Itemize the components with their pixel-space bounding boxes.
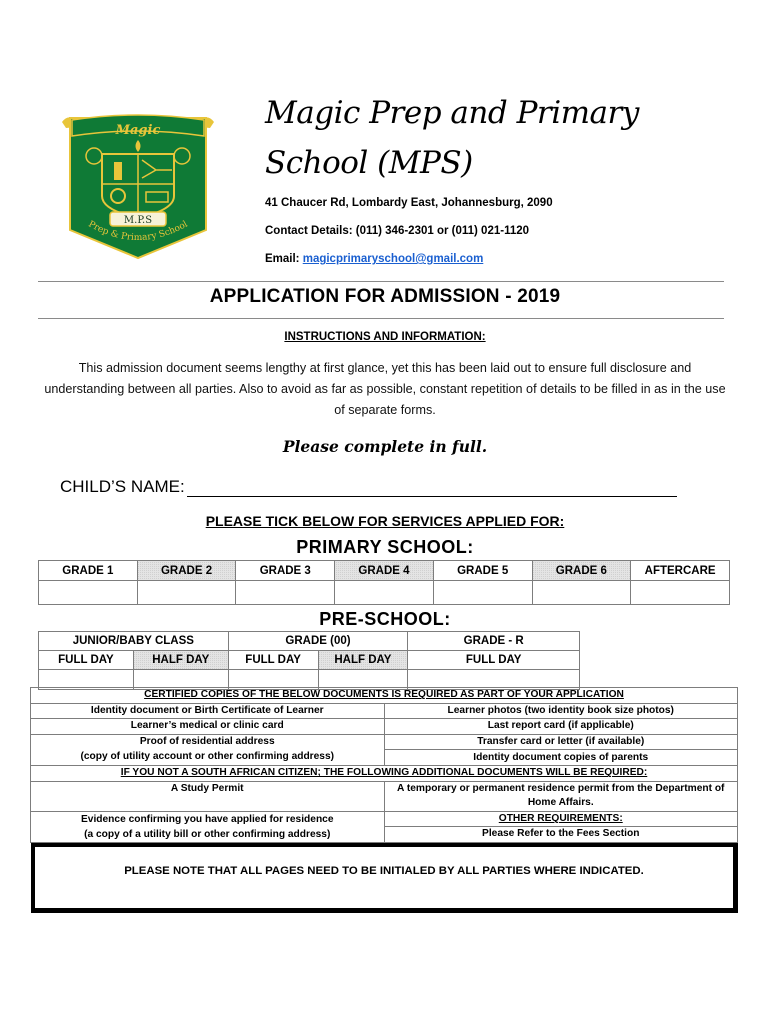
doc-item-residence-permit: A temporary or permanent residence permit from the Department of Home Affairs.	[384, 781, 738, 811]
tick-cell-grade-3[interactable]	[236, 581, 335, 605]
initial-pages-notice	[31, 843, 738, 913]
tick-cell-grade-2[interactable]	[137, 581, 236, 605]
services-heading: PLEASE TICK BELOW FOR SERVICES APPLIED FOR:	[205, 513, 565, 529]
documents-heading-row	[31, 688, 738, 704]
email-label: Email:	[265, 253, 300, 265]
svg-text:Prep & Primary School: Prep & Primary School	[86, 219, 190, 244]
instructions-body: This admission document seems lengthy at first glance, yet this has been laid out to ensure full disclosure and understanding between all parties. Also to avoid as far as possible, constant repetition of details to be filled in as in the use of separate forms.	[44, 361, 726, 417]
email-link[interactable]: magicprimaryschool@gmail.com	[302, 253, 484, 265]
child-name-label: CHILD’S NAME:	[60, 477, 185, 496]
contact-phone: (011) 346-2301 or (011) 021-1120	[355, 225, 530, 237]
tick-cell-grade-5[interactable]	[433, 581, 532, 605]
table-header-row	[39, 561, 730, 581]
grade-00-half-day: HALF DAY	[318, 651, 408, 670]
divider-top	[38, 281, 724, 282]
primary-school-heading: PRIMARY SCHOOL:	[296, 537, 474, 557]
doc-item: Proof of residential address	[31, 734, 385, 750]
doc-item-study-permit: A Study Permit	[31, 781, 385, 811]
email-line	[265, 253, 483, 265]
junior-half-day: HALF DAY	[133, 651, 228, 670]
tick-cell-grade-6[interactable]	[532, 581, 631, 605]
doc-item: Last report card (if applicable)	[384, 719, 738, 735]
doc-item: (copy of utility account or other confirming address)	[31, 750, 385, 766]
svg-text:Magic: Magic	[115, 123, 161, 138]
table-row	[31, 703, 738, 719]
group-header-row	[39, 632, 580, 651]
fees-reference: Please Refer to the Fees Section	[384, 827, 738, 843]
primary-school-table	[38, 560, 730, 605]
col-grade-3: GRADE 3	[236, 561, 335, 581]
evidence-line-1: Evidence confirming you have applied for residence	[81, 813, 334, 825]
doc-item: Learner’s medical or clinic card	[31, 719, 385, 735]
group-grade-r: GRADE - R	[408, 632, 580, 651]
group-junior-baby-class: JUNIOR/BABY CLASS	[39, 632, 229, 651]
tick-cell-grade-4[interactable]	[335, 581, 434, 605]
table-row	[31, 734, 738, 750]
school-logo	[58, 112, 218, 260]
col-grade-6: GRADE 6	[532, 561, 631, 581]
other-requirements-heading: OTHER REQUIREMENTS:	[384, 811, 738, 827]
school-address: 41 Chaucer Rd, Lombardy East, Johannesburg, 2090	[265, 197, 553, 209]
doc-item: Learner photos (two identity book size photos)	[384, 703, 738, 719]
option-header-row	[39, 651, 580, 670]
please-complete-note: Please complete in full.	[282, 437, 488, 456]
tick-row	[39, 581, 730, 605]
doc-item: Identity document or Birth Certificate of Learner	[31, 703, 385, 719]
page-title: APPLICATION FOR ADMISSION - 2019	[209, 286, 561, 307]
foreign-documents-heading: IF YOU NOT A SOUTH AFRICAN CITIZEN; THE FOLLOWING ADDITIONAL DOCUMENTS WILL BE REQUIRED:	[31, 765, 738, 781]
instructions-heading: INSTRUCTIONS AND INFORMATION:	[284, 331, 486, 343]
tick-cell-grade-1[interactable]	[39, 581, 138, 605]
grade-00-full-day: FULL DAY	[228, 651, 318, 670]
divider-bottom	[38, 318, 724, 319]
grade-r-full-day: FULL DAY	[408, 651, 580, 670]
table-row	[31, 781, 738, 811]
table-row	[31, 811, 738, 827]
svg-text:M.P.S: M.P.S	[123, 215, 153, 226]
junior-full-day: FULL DAY	[39, 651, 134, 670]
table-row	[31, 719, 738, 735]
required-documents-table	[30, 687, 738, 843]
table-row	[31, 750, 738, 766]
evidence-line-2: (a copy of a utility bill or other confirming address)	[84, 828, 331, 840]
pre-school-heading: PRE-SCHOOL:	[319, 609, 451, 629]
doc-item: Transfer card or letter (if available)	[384, 734, 738, 750]
doc-item-residence-evidence	[31, 811, 385, 842]
doc-item: Identity document copies of parents	[384, 750, 738, 766]
child-name-row	[60, 477, 677, 497]
tick-cell-aftercare[interactable]	[631, 581, 730, 605]
documents-heading: CERTIFIED COPIES OF THE BELOW DOCUMENTS IS REQUIRED AS PART OF YOUR APPLICATION	[31, 688, 738, 704]
col-grade-1: GRADE 1	[39, 561, 138, 581]
foreign-heading-row	[31, 765, 738, 781]
contact-details	[265, 225, 529, 237]
notice-text: PLEASE NOTE THAT ALL PAGES NEED TO BE INITIALED BY ALL PARTIES WHERE INDICATED.	[124, 865, 644, 877]
col-grade-5: GRADE 5	[433, 561, 532, 581]
col-aftercare: AFTERCARE	[631, 561, 730, 581]
child-name-field[interactable]	[187, 479, 677, 497]
school-name: Magic Prep and Primary School (MPS)	[265, 95, 639, 181]
contact-label: Contact Details:	[265, 225, 353, 237]
pre-school-table	[38, 631, 580, 690]
group-grade-00: GRADE (00)	[228, 632, 408, 651]
school-crest-icon	[58, 112, 218, 260]
col-grade-4: GRADE 4	[335, 561, 434, 581]
col-grade-2: GRADE 2	[137, 561, 236, 581]
